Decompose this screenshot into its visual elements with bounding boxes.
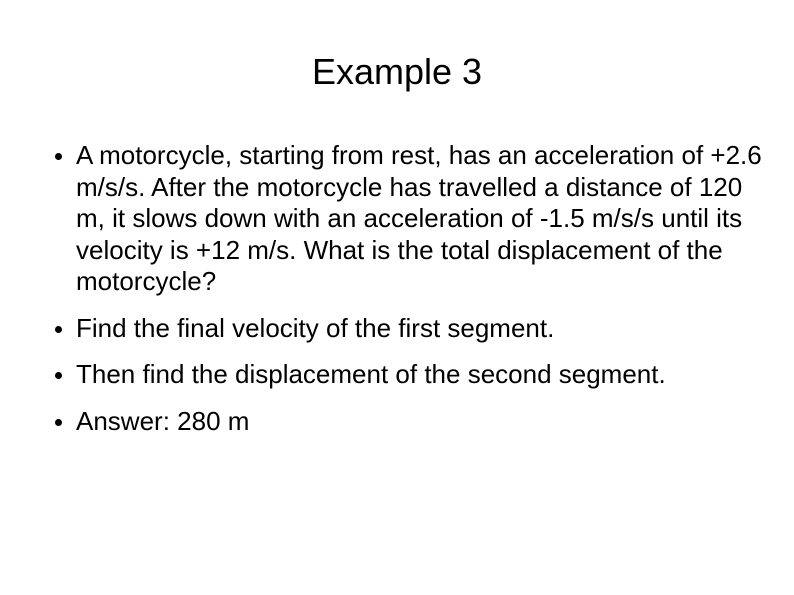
bullet-text: Then find the displacement of the second segment.: [76, 359, 666, 389]
slide-title: Example 3: [311, 51, 483, 92]
bullet-list: [40, 140, 770, 452]
bullet-dot-icon: [55, 326, 62, 333]
bullet-item-step-2: [40, 359, 770, 391]
bullet-dot-icon: [55, 153, 62, 160]
bullet-dot-icon: [55, 419, 62, 426]
bullet-item-answer: [40, 406, 770, 438]
bullet-dot-icon: [55, 372, 62, 379]
bullet-item-step-1: [40, 313, 770, 345]
bullet-item-problem: [40, 140, 770, 298]
bullet-text: Find the final velocity of the first segment.: [76, 312, 555, 343]
bullet-text: A motorcycle, starting from rest, has an acceleration of +2.6 m/s/s. After the motorcycle has travelled a distance of 120 m, it slows down with an acceleration of -1.5 m/s/s until its velocity is +12 m/s. What is the total displacement of the motorcycle?: [76, 140, 762, 296]
bullet-text: Answer: 280 m: [76, 405, 250, 436]
